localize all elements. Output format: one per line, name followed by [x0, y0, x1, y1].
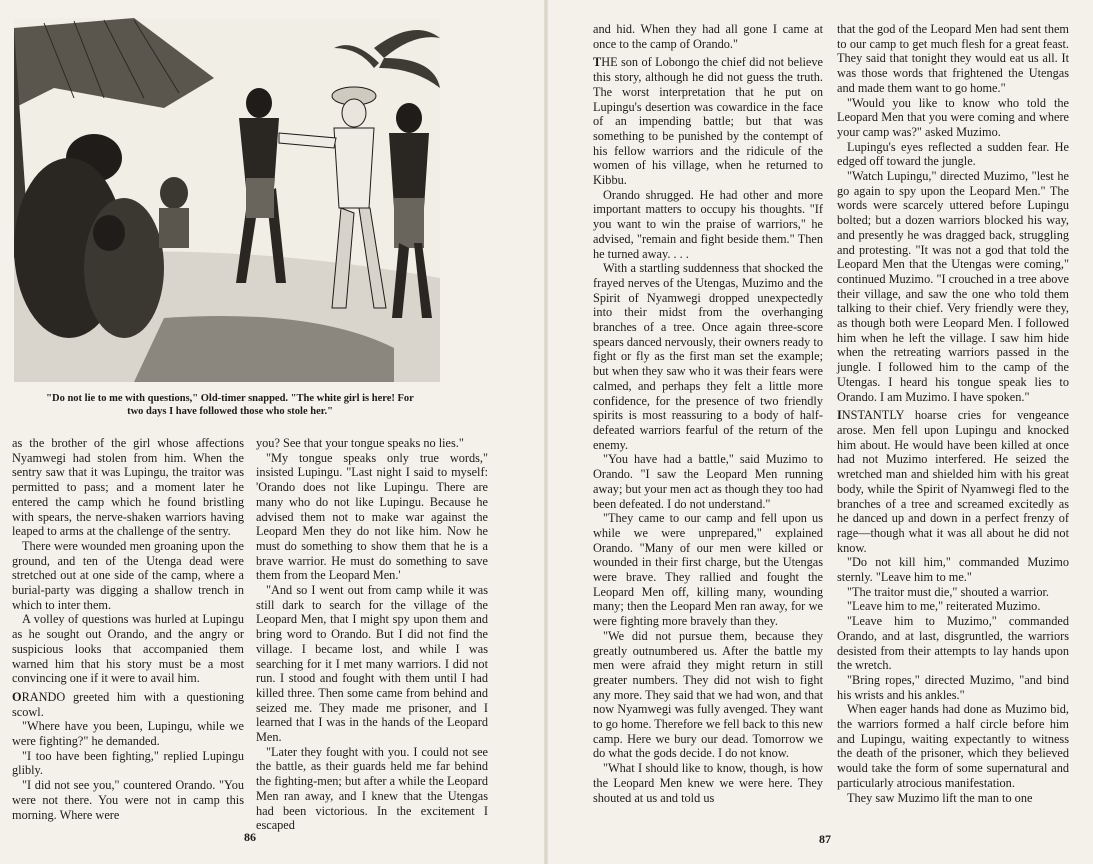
paragraph: There were wounded men groaning upon the ground, and ten of the Utenga dead were stretched out at one side of the camp, where a burial-party was digging a shallow trench in which to inter them. — [12, 538, 244, 612]
section-opening-paragraph: ORANDO greeted him with a questioning scowl. — [12, 689, 244, 719]
paragraph: With a startling suddenness that shocked the frayed nerves of the Utengas, Muzimo and the Spirit of Nyamwegi dropped unexpectedly into their midst from the overhanging branches of a tree. Once again three-score spears danced nervously, their owners ready to fight or fly as the first man set the example; but when they saw who it was their fears were calmed, and perhaps they felt a little more confidence, for the presence of two friendly spirits is most reassuring to a body of half-defeated warriors fearful of the return of the enemy. — [593, 261, 823, 452]
page-87 — [547, 0, 1093, 864]
paragraph: "The traitor must die," shouted a warrior. — [847, 584, 1049, 599]
section-opening-paragraph: INSTANTLY hoarse cries for vengeance arose. Men fell upon Lupingu and knocked him about. He would have been killed at once had not Muzimo interfered. He seized the wretched man and shielded him with his great body, while the Spirit of Nyamwegi fled to the branches of a tree and screamed excitedly as he danced up and down in a perfect frenzy of rage—though what it was all about he did not know. — [837, 408, 1069, 555]
paragraph: "What I should like to know, though, is how the Leopard Men knew we were here. They shouted at us and told us — [593, 761, 823, 805]
page-86 — [0, 0, 545, 864]
illustration-caption: "Do not lie to me with questions," Old-timer snapped. "The white girl is here! For two days I have followed those who stole her." — [46, 393, 414, 417]
paragraph: "Leave him to Muzimo," commanded Orando, and at last, disgruntled, the warriors desisted from their attempts to lay hands upon the wretch. — [837, 614, 1069, 673]
paragraph: "You have had a battle," said Muzimo to Orando. "I saw the Leopard Men running away; but your men act as though they too had been defeated. I do not understand." — [593, 452, 823, 511]
paragraph: "I too have been fighting," replied Lupingu glibly. — [12, 748, 244, 778]
right-column-1 — [593, 22, 823, 805]
paragraph: A volley of questions was hurled at Lupingu as he sought out Orando, and the angry or suspicious looks that accompanied them warned him that his story must be a most convincing one if it were to avail him. — [12, 612, 244, 686]
paragraph: "Bring ropes," directed Muzimo, "and bind his wrists and his ankles." — [837, 672, 1069, 702]
paragraph: as the brother of the girl whose affections Nyamwegi had stolen from him. When the sentry saw that it was Lupingu, the traitor was permitted to pass; and a moment later he entered the camp which he found bristling with spears, the nerve-shaken warriors having leaped to arms at the challenge of the sentry. — [12, 436, 244, 539]
paragraph: "We did not pursue them, because they greatly outnumbered us. After the battle my men were afraid they might return in still greater numbers. They did not wish to fight any more. They said that we had won, and that now Nyamwegi was fully avenged. They want to go home. Therefore we fell back to this new camp. Here we bury our dead. Tomorrow we do what the gods decide. I do not know. — [593, 628, 823, 761]
paragraph: "Do not kill him," commanded Muzimo sternly. "Leave him to me." — [837, 555, 1069, 585]
paragraph: you? See that your tongue speaks no lies." — [256, 436, 464, 450]
paragraph: "Where have you been, Lupingu, while we were fighting?" he demanded. — [12, 719, 244, 749]
paragraph: They saw Muzimo lift the man to one — [847, 790, 1033, 805]
paragraph: "Leave him to me," reiterated Muzimo. — [847, 599, 1041, 614]
paragraph: "I did not see you," countered Orando. "You were not there. You were not in camp this morning. Where were — [12, 778, 244, 822]
paragraph: "Later they fought with you. I could not see the battle, as their guards held me far behind the fighting-men; but after a while the Leopard Men ran away, and I knew that the Utengas had been victorious. In the excitement I escaped — [256, 744, 488, 833]
paragraph: and hid. When they had all gone I came at once to the camp of Orando." — [593, 22, 823, 51]
right-column-2 — [837, 22, 1069, 805]
paragraph: When eager hands had done as Muzimo bid, the warriors formed a half circle before him and Lupingu, waiting expectantly to witness the death of the prisoner, which they believed would take the form of some supernatural and particularly atrocious manifestation. — [837, 702, 1069, 790]
section-opening-paragraph: THE son of Lobongo the chief did not believe this story, although he did not guess the truth. The worst interpretation that he put on Lupingu's desertion was cowardice in the face of an impending battle; but that was something to be punished by the contempt of his fellow warriors and the ridicule of the women of his village, when he returned to Kibbu. — [593, 55, 823, 188]
paragraph: Lupingu's eyes reflected a sudden fear. He edged off toward the jungle. — [837, 139, 1069, 169]
illustration-drawing — [14, 18, 440, 382]
paragraph: "And so I went out from camp while it was still dark to search for the village of the Leopard Men, that I might spy upon them and bring word to Orando. But I did not find the village. I became lost, and while I was searching for it I met many warriors. I did not run. I stood and fought with them until I had killed three. Then some came from behind and seized me. They made me prisoner, and I learned that I was in the hands of the Leopard Men. — [256, 583, 488, 745]
paragraph: "Watch Lupingu," directed Muzimo, "lest he go again to spy upon the Leopard Men." The words were scarcely uttered before Lupingu bolted; but a dozen warriors blocked his way, and presently he was dragged back, struggling and protesting. "It was not a god that told the Leopard Men that the Utengas were coming," continued Muzimo. "I crouched in a tree above their village, and saw the one who told them talking to their chief. Very friendly were they, as though both were Leopard Men. I followed him when he left the village. I saw him hide when the retreating warriors passed in the jungle. I followed him to the camp of the Utengas. I heard his tongue speak lies to Orando. I am Muzimo. I have spoken." — [837, 169, 1069, 404]
left-column-1 — [12, 436, 244, 822]
paragraph: "My tongue speaks only true words," insisted Lupingu. "Last night I said to myself: 'Orando does not like Lupingu. There are many who do not like Lupingu. Because he advised them not to make war against the Leopard Men they do not like him. Now he must do something to show them that he is a brave warrior. He must do something to save them from the Leopard Men.' — [256, 450, 488, 583]
page-number-left: 86 — [244, 830, 256, 844]
paragraph: "They came to our camp and fell upon us while we were unprepared," explained Orando. "Many of our men were killed or wounded in their first charge, but the Utengas were brave. They rallied and fought the Leopard Men off, killing many, wounding many; then the Leopard Men ran away, for we were fighting more bravely than they. — [593, 511, 823, 629]
paragraph: "Would you like to know who told the Leopard Men that you were coming and where your camp was?" asked Muzimo. — [837, 95, 1069, 139]
paragraph: that the god of the Leopard Men had sent them to our camp to get much flesh for a great feast. They said that tonight they would eat us all. It was those words that frightened the Utengas and made them want to go home." — [837, 22, 1069, 95]
illustration — [14, 18, 440, 382]
page-number-right: 87 — [819, 832, 831, 846]
paragraph: Orando shrugged. He had other and more important matters to occupy his thoughts. "If you want to win the praise of warriors," he advised, "remain and fight beside them." Then he turned away. . . . — [593, 187, 823, 261]
left-column-2 — [256, 436, 488, 833]
